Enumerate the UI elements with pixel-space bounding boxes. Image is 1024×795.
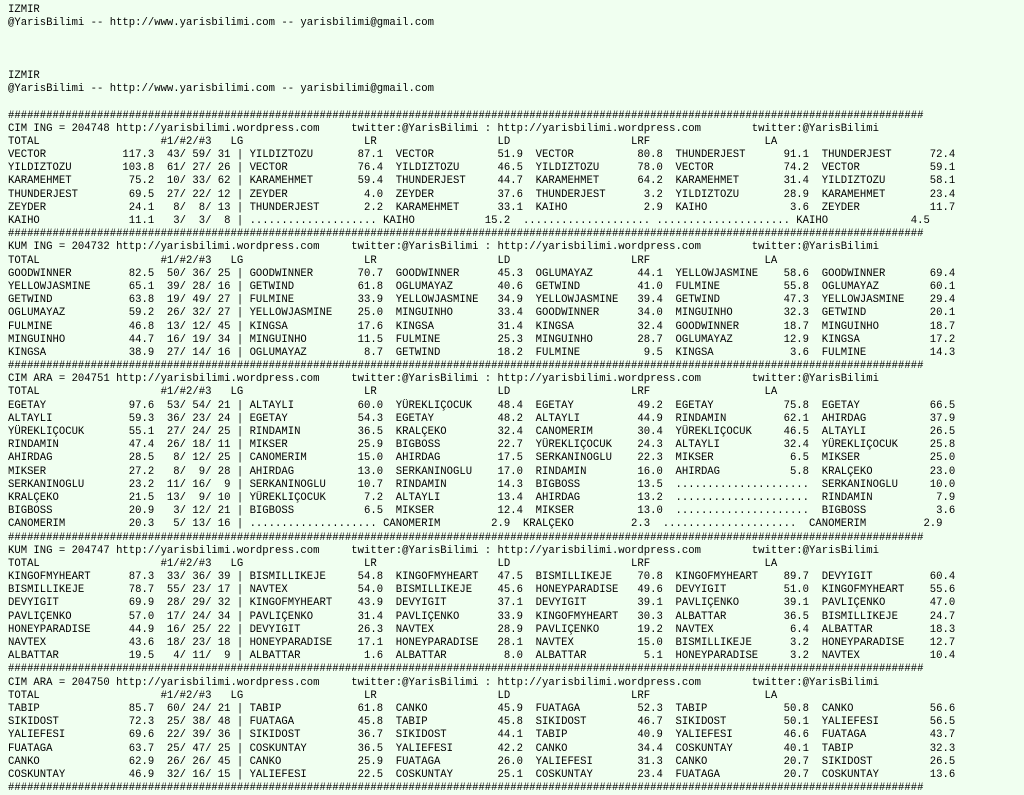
table-row: FULMINE 46.8 13/ 12/ 45 | KINGSA 17.6 KINGSA 31.4 KINGSA 32.4 GOODWINNER 18.7 MINGUINHO 18.7 <box>8 320 956 333</box>
table-row: COSKUNTAY 46.9 32/ 16/ 15 | YALIEFESI 22.5 COSKUNTAY 25.1 COSKUNTAY 23.4 FUATAGA 20.7 COSKUNTAY 13.6 <box>8 768 956 781</box>
table-row: KINGOFMYHEART 87.3 33/ 36/ 39 | BISMILLIKEJE 54.8 KINGOFMYHEART 47.5 BISMILLIKEJE 70.8 KINGOFMYHEART 89.7 DEVYIGIT 60.4 <box>8 571 956 584</box>
table-row: DEVYIGIT 69.9 28/ 29/ 32 | KINGOFMYHEART 43.9 DEVYIGIT 37.1 DEVYIGIT 39.1 PAVLIÇENKO 39.1 PAVLIÇENKO 47.0 <box>8 597 956 610</box>
column-header: TOTAL #1/#2/#3 LG LR LD LRF LA <box>8 689 778 702</box>
separator-line: ################################################################################################################################################ <box>8 360 924 373</box>
table-row: KRALÇEKO 21.5 13/ 9/ 10 | YÜREKLIÇOCUK 7.2 ALTAYLI 13.4 AHIRDAG 13.2 ..................... RINDAMIN 7.9 <box>8 491 956 504</box>
table-row: CANOMERIM 20.3 5/ 13/ 16 | .................... CANOMERIM 2.9 KRALÇEKO 2.3 ..................... CANOMERIM 2.9 <box>8 518 943 531</box>
column-header: TOTAL #1/#2/#3 LG LR LD LRF LA <box>8 254 778 267</box>
table-row: HONEYPARADISE 44.9 16/ 25/ 22 | DEVYIGIT 26.3 NAVTEX 28.9 PAVLIÇENKO 19.2 NAVTEX 6.4 ALBATTAR 18.3 <box>8 623 956 636</box>
table-row: ALBATTAR 19.5 4/ 11/ 9 | ALBATTAR 1.6 ALBATTAR 8.0 ALBATTAR 5.1 HONEYPARADISE 3.2 NAVTEX 10.4 <box>8 650 956 663</box>
header-line <box>8 96 1024 109</box>
header-line: @YarisBilimi -- http://www.yarisbilimi.com -- yarisbilimi@gmail.com <box>8 17 434 30</box>
race-title: CIM ARA = 204750 http://yarisbilimi.wordpress.com twitter:@YarisBilimi : http://yarisbilimi.wordpress.com twitter:@YarisBilimi <box>8 676 879 689</box>
table-row: CANKO 62.9 26/ 26/ 45 | CANKO 25.9 FUATAGA 26.0 YALIEFESI 31.3 CANKO 20.7 SIKIDOST 26.5 <box>8 755 956 768</box>
table-row: NAVTEX 43.6 18/ 23/ 18 | HONEYPARADISE 17.1 HONEYPARADISE 28.1 NAVTEX 15.0 BISMILLIKEJE 3.2 HONEYPARADISE 12.7 <box>8 637 956 649</box>
table-row: THUNDERJEST 69.5 27/ 22/ 12 | ZEYDER 4.0 ZEYDER 37.6 THUNDERJEST 3.2 YILDIZTOZU 28.9 KARAMEHMET 23.4 <box>8 188 956 201</box>
table-row: GETWIND 63.8 19/ 49/ 27 | FULMINE 33.9 YELLOWJASMINE 34.9 YELLOWJASMINE 39.4 GETWIND 47.3 YELLOWJASMINE 29.4 <box>8 294 956 307</box>
table-row: KAIHO 11.1 3/ 3/ 8 | .................... KAIHO 15.2 .................... ..................... KAIHO 4.5 <box>8 215 930 227</box>
separator-line: ################################################################################################################################################ <box>8 782 924 795</box>
table-row: KINGSA 38.9 27/ 14/ 16 | OGLUMAYAZ 8.7 GETWIND 18.2 FULMINE 9.5 KINGSA 3.6 FULMINE 14.3 <box>8 346 956 359</box>
separator-line: ################################################################################################################################################ <box>8 531 924 544</box>
table-row: ZEYDER 24.1 8/ 8/ 13 | THUNDERJEST 2.2 KARAMEHMET 33.1 KAIHO 2.9 KAIHO 3.6 ZEYDER 11.7 <box>8 201 956 214</box>
table-row: YALIEFESI 69.6 22/ 39/ 36 | SIKIDOST 36.7 SIKIDOST 44.1 TABIP 40.9 YALIEFESI 46.6 FUATAGA 43.7 <box>8 729 956 742</box>
header-line <box>8 44 1024 57</box>
table-row: BIGBOSS 20.9 3/ 12/ 21 | BIGBOSS 6.5 MIKSER 12.4 MIKSER 13.0 ..................... BIGBOSS 3.6 <box>8 505 956 518</box>
table-row: YELLOWJASMINE 65.1 39/ 28/ 16 | GETWIND 61.8 OGLUMAYAZ 40.6 GETWIND 41.0 FULMINE 55.8 OGLUMAYAZ 60.1 <box>8 280 956 293</box>
header-line <box>8 30 1024 43</box>
table-row: BISMILLIKEJE 78.7 55/ 23/ 17 | NAVTEX 54.0 BISMILLIKEJE 45.6 HONEYPARADISE 49.6 DEVYIGIT 51.0 KINGOFMYHEART 55.6 <box>8 584 956 597</box>
table-row: MINGUINHO 44.7 16/ 19/ 34 | MINGUINHO 11.5 FULMINE 25.3 MINGUINHO 28.7 OGLUMAYAZ 12.9 KINGSA 17.2 <box>8 333 956 346</box>
table-row: TABIP 85.7 60/ 24/ 21 | TABIP 61.8 CANKO 45.9 FUATAGA 52.3 TABIP 50.8 CANKO 56.6 <box>8 702 956 715</box>
table-row: YILDIZTOZU 103.8 61/ 27/ 26 | VECTOR 76.4 YILDIZTOZU 46.5 YILDIZTOZU 78.0 VECTOR 74.2 VECTOR 59.1 <box>8 162 956 175</box>
table-row: AHIRDAG 28.5 8/ 12/ 25 | CANOMERIM 15.0 AHIRDAG 17.5 SERKANINOGLU 22.3 MIKSER 6.5 MIKSER 25.0 <box>8 452 956 465</box>
table-row: GOODWINNER 82.5 50/ 36/ 25 | GOODWINNER 70.7 GOODWINNER 45.3 OGLUMAYAZ 44.1 YELLOWJASMINE 58.6 GOODWINNER 69.4 <box>8 267 956 280</box>
header-line: IZMIR <box>8 69 40 82</box>
race-title: KUM ING = 204732 http://yarisbilimi.wordpress.com twitter:@YarisBilimi : http://yarisbilimi.wordpress.com twitter:@YarisBilimi <box>8 241 879 254</box>
table-row: SIKIDOST 72.3 25/ 38/ 48 | FUATAGA 45.8 TABIP 45.8 SIKIDOST 46.7 SIKIDOST 50.1 YALIEFESI 56.5 <box>8 716 956 729</box>
column-header: TOTAL #1/#2/#3 LG LR LD LRF LA <box>8 386 778 399</box>
race-title: CIM ING = 204748 http://yarisbilimi.wordpress.com twitter:@YarisBilimi : http://yarisbilimi.wordpress.com twitter:@YarisBilimi <box>8 122 879 135</box>
separator-line: ################################################################################################################################################ <box>8 109 924 122</box>
table-row: ALTAYLI 59.3 36/ 23/ 24 | EGETAY 54.3 EGETAY 48.2 ALTAYLI 44.9 RINDAMIN 62.1 AHIRDAG 37.9 <box>8 412 956 425</box>
race-title: CIM ARA = 204751 http://yarisbilimi.wordpress.com twitter:@YarisBilimi : http://yarisbilimi.wordpress.com twitter:@YarisBilimi <box>8 373 879 386</box>
separator-line: ################################################################################################################################################ <box>8 663 924 676</box>
header-line <box>8 57 1024 70</box>
table-row: VECTOR 117.3 43/ 59/ 31 | YILDIZTOZU 87.1 VECTOR 51.9 VECTOR 80.8 THUNDERJEST 91.1 THUNDERJEST 72.4 <box>8 149 956 162</box>
header-line: IZMIR <box>8 4 40 16</box>
table-row: OGLUMAYAZ 59.2 26/ 32/ 27 | YELLOWJASMINE 25.0 MINGUINHO 33.4 GOODWINNER 34.0 MINGUINHO 32.3 GETWIND 20.1 <box>8 307 956 320</box>
table-row: YÜREKLIÇOCUK 55.1 27/ 24/ 25 | RINDAMIN 36.5 KRALÇEKO 32.4 CANOMERIM 30.4 YÜREKLIÇOCUK 46.5 ALTAYLI 26.5 <box>8 426 956 438</box>
separator-line: ################################################################################################################################################ <box>8 228 924 241</box>
table-row: FUATAGA 63.7 25/ 47/ 25 | COSKUNTAY 36.5 YALIEFESI 42.2 CANKO 34.4 COSKUNTAY 40.1 TABIP 32.3 <box>8 742 956 755</box>
table-row: SERKANINOGLU 23.2 11/ 16/ 9 | SERKANINOGLU 10.7 RINDAMIN 14.3 BIGBOSS 13.5 ..................... SERKANINOGLU 10.0 <box>8 478 956 491</box>
header-line: @YarisBilimi -- http://www.yarisbilimi.com -- yarisbilimi@gmail.com <box>8 83 434 96</box>
table-row: EGETAY 97.6 53/ 54/ 21 | ALTAYLI 60.0 YÜREKLIÇOCUK 48.4 EGETAY 49.2 EGETAY 75.8 EGETAY 66.5 <box>8 399 956 412</box>
column-header: TOTAL #1/#2/#3 LG LR LD LRF LA <box>8 135 778 148</box>
table-row: PAVLIÇENKO 57.0 17/ 24/ 34 | PAVLIÇENKO 31.4 PAVLIÇENKO 33.9 KINGOFMYHEART 30.3 ALBATTAR 36.5 BISMILLIKEJE 24.7 <box>8 610 956 623</box>
table-row: RINDAMIN 47.4 26/ 18/ 11 | MIKSER 25.9 BIGBOSS 22.7 YÜREKLIÇOCUK 24.3 ALTAYLI 32.4 YÜREKLIÇOCUK 25.8 <box>8 439 956 452</box>
column-header: TOTAL #1/#2/#3 LG LR LD LRF LA <box>8 557 778 570</box>
table-row: MIKSER 27.2 8/ 9/ 28 | AHIRDAG 13.0 SERKANINOGLU 17.0 RINDAMIN 16.0 AHIRDAG 5.8 KRALÇEKO 23.0 <box>8 465 956 478</box>
table-row: KARAMEHMET 75.2 10/ 33/ 62 | KARAMEHMET 59.4 THUNDERJEST 44.7 KARAMEHMET 64.2 KARAMEHMET 31.4 YILDIZTOZU 58.1 <box>8 175 956 188</box>
race-title: KUM ING = 204747 http://yarisbilimi.wordpress.com twitter:@YarisBilimi : http://yarisbilimi.wordpress.com twitter:@YarisBilimi <box>8 544 879 557</box>
